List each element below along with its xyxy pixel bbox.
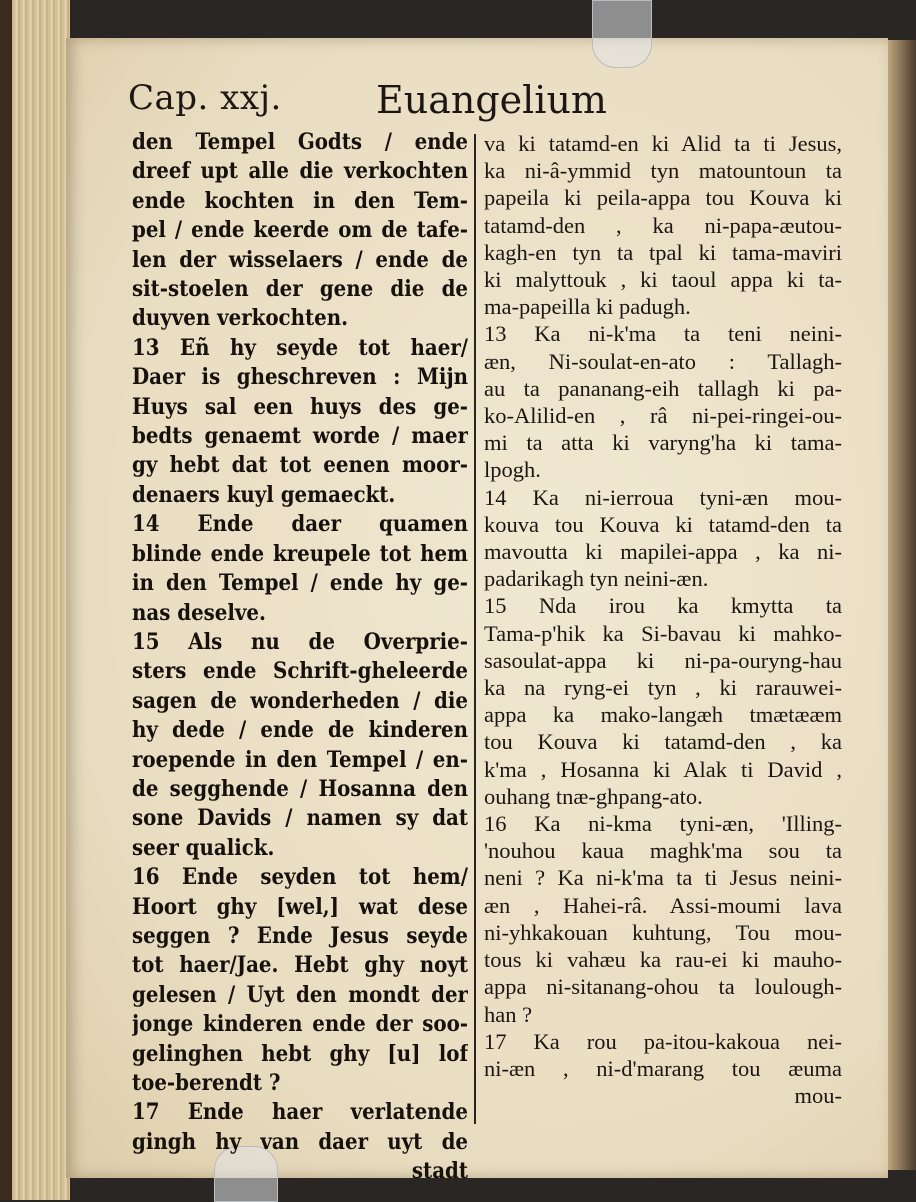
- text-line: sone Davids / namen sy dat: [132, 805, 468, 832]
- text-line: lpogh.: [484, 457, 541, 483]
- text-line: seggen ? Ende Jesus seyde: [132, 922, 468, 949]
- text-line: ni-yhkakouan kuhtung, Tou mou-: [484, 919, 842, 945]
- verse-13-start: 13 Eñ hy seyde tot haer/: [132, 334, 468, 361]
- text-line: duyven verkochten.: [132, 305, 349, 332]
- text-line: tatamd-den , ka ni-papa-æutou-: [484, 212, 842, 238]
- formosan-text-column: [484, 130, 842, 1109]
- verse-17-start: 17 Ende haer verlatende: [132, 1099, 468, 1126]
- text-line: padarikagh tyn neini-æn.: [484, 566, 709, 592]
- text-line: ka ni-â-ymmid tyn matountoun ta: [484, 158, 842, 184]
- text-line: denaers kuyl gemaeckt.: [132, 481, 396, 508]
- dutch-text-column: [132, 128, 468, 1187]
- text-line: tous ki vahæu ka rau-ei ki mauho-: [484, 947, 842, 973]
- text-line: gelesen / Uyt den mondt der: [132, 981, 468, 1008]
- text-line: jonge kinderen ende der soo-: [132, 1011, 468, 1038]
- text-line: mi ta atta ki varyng'ha ki tama-: [484, 430, 842, 456]
- verse-15-start: 15 Als nu de Overprie-: [132, 628, 468, 655]
- text-line: nas deselve.: [132, 599, 266, 626]
- text-line: ni-æn , ni-d'marang tou æuma: [484, 1055, 842, 1081]
- text-line: sasoulat-appa ki ni-pa-ouryng-hau: [484, 647, 842, 673]
- verse-17-start: 17 Ka rou pa-itou-kakoua nei-: [484, 1028, 842, 1054]
- chapter-label: Cap. xxj.: [128, 78, 282, 118]
- text-line: in den Tempel / ende hy ge-: [132, 570, 468, 597]
- text-line: de segghende / Hosanna den: [132, 775, 468, 802]
- verse-16-start: 16 Ka ni-kma tyni-æn, 'Illing-: [484, 811, 842, 837]
- running-header: [128, 72, 868, 128]
- text-line: roepende in den Tempel / en-: [132, 746, 468, 773]
- text-line: dreef upt alle die verkochten: [132, 158, 468, 185]
- verse-13-start: 13 Ka ni-k'ma ta teni neini-: [484, 321, 842, 347]
- text-line: appa ka mako-langæh tmætææm: [484, 702, 842, 728]
- text-line: Tama-p'hik ka Si-bavau ki mahko-: [484, 620, 842, 646]
- text-line: seer qualick.: [132, 834, 275, 861]
- text-line: ouhang tnæ-ghpang-ato.: [484, 783, 703, 809]
- text-line: kouva tou Kouva ki tatamd-den ta: [484, 511, 842, 537]
- text-line: æn, Ni-soulat-en-ato : Tallagh-: [484, 348, 842, 374]
- text-line: Daer is gheschreven : Mijn: [132, 364, 468, 391]
- verse-14-start: 14 Ende daer quamen: [132, 511, 468, 538]
- text-line: æn , Hahei-râ. Assi-moumi lava: [484, 892, 842, 918]
- catchword: stadt: [411, 1158, 468, 1185]
- verse-14-start: 14 Ka ni-ierroua tyni-æn mou-: [484, 484, 842, 510]
- text-line: ki malyttouk , ki taoul appa ki ta-: [484, 267, 842, 293]
- text-line: mavoutta ki mapilei-appa , ka ni-: [484, 539, 842, 565]
- text-line: len der wisselaers / ende de: [132, 246, 468, 273]
- text-line: au ta pananang-eih tallagh ki pa-: [484, 375, 842, 401]
- running-title: Euangelium: [376, 78, 607, 122]
- text-line: gy hebt dat tot eenen moor-: [132, 452, 468, 479]
- text-line: va ki tatamd-en ki Alid ta ti Jesus,: [484, 131, 842, 156]
- text-line: sters ende Schrift-gheleerde: [132, 658, 468, 685]
- catchword: mou-: [794, 1083, 842, 1109]
- text-line: tot haer/Jae. Hebt ghy noyt: [132, 952, 468, 979]
- text-line: kagh-en tyn ta tpal ki tama-maviri: [484, 239, 842, 265]
- text-line: ka na ryng-ei tyn , ki rarauwei-: [484, 675, 842, 701]
- text-line: hy dede / ende de kinderen: [132, 717, 468, 744]
- text-line: neni ? Ka ni-k'ma ta ti Jesus neini-: [484, 865, 842, 891]
- text-line: han ?: [484, 1001, 533, 1027]
- text-line: Hoort ghy [wel,] wat dese: [132, 893, 468, 920]
- facing-page-edge: [888, 40, 916, 1170]
- book-cover-edge: [0, 0, 12, 1200]
- page-clip-top: [592, 0, 652, 68]
- text-line: appa ni-sitanang-ohou ta loulough-: [484, 974, 842, 1000]
- text-line: gingh hy van daer uyt de: [132, 1128, 468, 1155]
- text-line: 'nouhou kaua maghk'ma sou ta: [484, 838, 842, 864]
- text-line: sit-stoelen der gene die de: [132, 276, 468, 303]
- text-line: sagen de wonderheden / die: [132, 687, 468, 714]
- text-line: toe-berendt ?: [132, 1070, 281, 1096]
- text-line: papeila ki peila-appa tou Kouva ki: [484, 185, 842, 211]
- text-line: ende kochten in den Tem-: [132, 187, 468, 214]
- text-line: pel / ende keerde om de tafe-: [132, 217, 468, 244]
- text-line: bedts genaemt worde / maer: [132, 423, 468, 450]
- text-line: Huys sal een huys des ge-: [132, 393, 468, 420]
- text-line: den Tempel Godts / ende: [132, 129, 468, 155]
- text-line: ko-Alilid-en , râ ni-pei-ringei-ou-: [484, 403, 842, 429]
- text-line: tou Kouva ki tatamd-den , ka: [484, 729, 842, 755]
- verse-16-start: 16 Ende seyden tot hem/: [132, 864, 468, 891]
- text-line: blinde ende kreupele tot hem: [132, 540, 468, 567]
- text-line: k'ma , Hosanna ki Alak ti David ,: [484, 756, 842, 782]
- text-line: gelinghen hebt ghy [u] lof: [132, 1040, 468, 1067]
- verse-15-start: 15 Nda irou ka kmytta ta: [484, 593, 842, 619]
- text-line: ma-papeilla ki padugh.: [484, 294, 691, 320]
- column-divider: [474, 134, 476, 1124]
